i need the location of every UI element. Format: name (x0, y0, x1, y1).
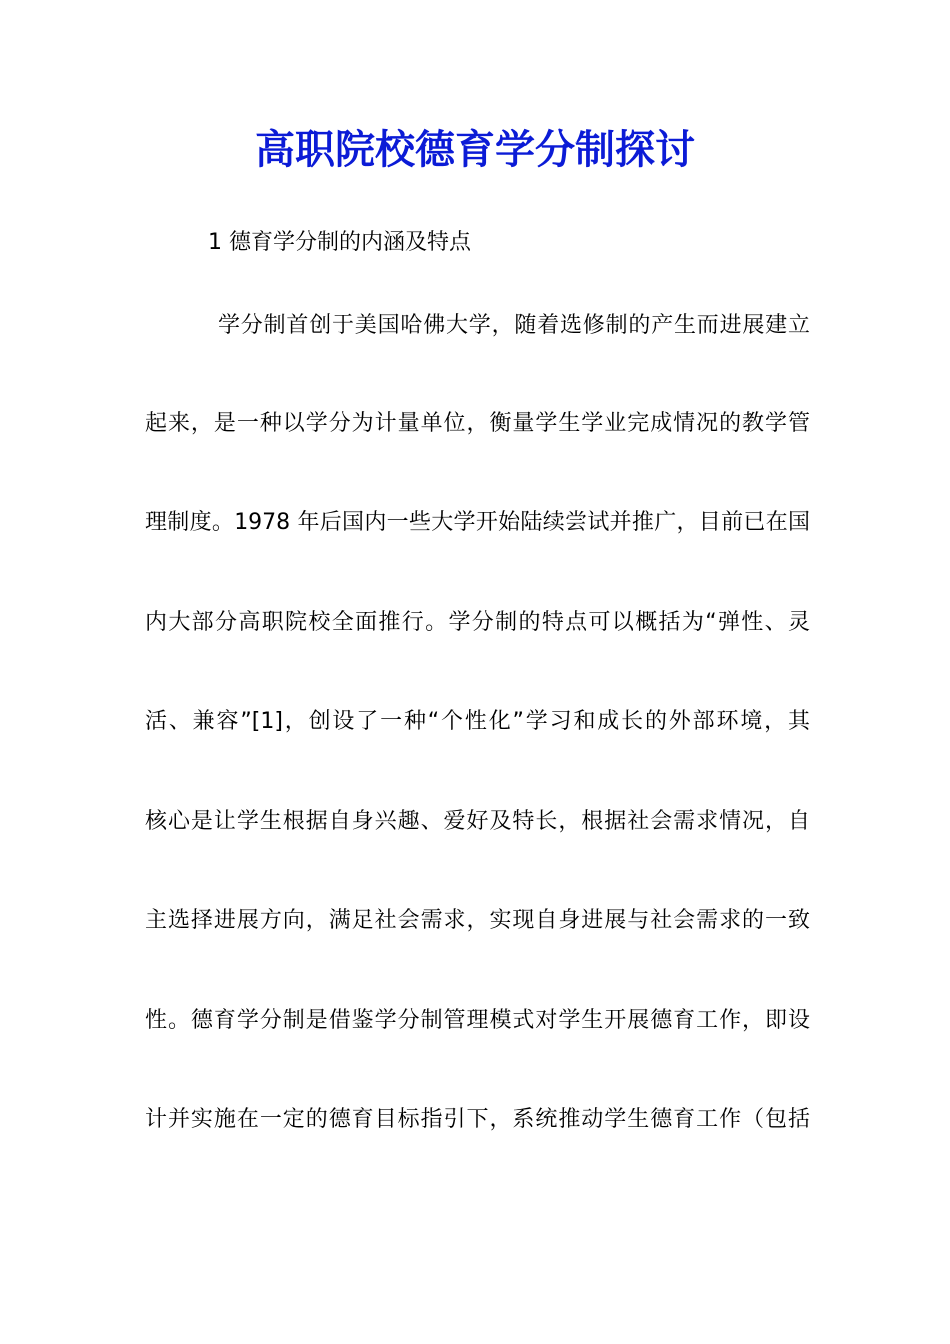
paragraph-line: 理制度。1978 年后国内一些大学开始陆续尝试并推广，目前已在国 (145, 510, 810, 535)
paragraph-line: 学分制首创于美国哈佛大学，随着选修制的产生而进展建立 (218, 313, 810, 338)
paragraph-line: 活、兼容”[1]，创设了一种“个性化”学习和成长的外部环境，其 (145, 709, 810, 734)
document-title: 高职院校德育学分制探讨 (255, 126, 695, 173)
paragraph-line: 起来，是一种以学分为计量单位，衡量学生学业完成情况的教学管 (145, 411, 810, 436)
paragraph-line: 核心是让学生根据自身兴趣、爱好及特长，根据社会需求情况，自 (145, 809, 810, 834)
paragraph-line: 内大部分高职院校全面推行。学分制的特点可以概括为“弹性、灵 (145, 610, 810, 635)
paragraph-line: 性。德育学分制是借鉴学分制管理模式对学生开展德育工作，即设 (145, 1008, 810, 1033)
paragraph-line: 主选择进展方向，满足社会需求，实现自身进展与社会需求的一致 (145, 908, 810, 933)
section-heading: 1 德育学分制的内涵及特点 (208, 230, 471, 255)
paragraph-line: 计并实施在一定的德育目标指引下，系统推动学生德育工作（包括 (145, 1107, 810, 1132)
